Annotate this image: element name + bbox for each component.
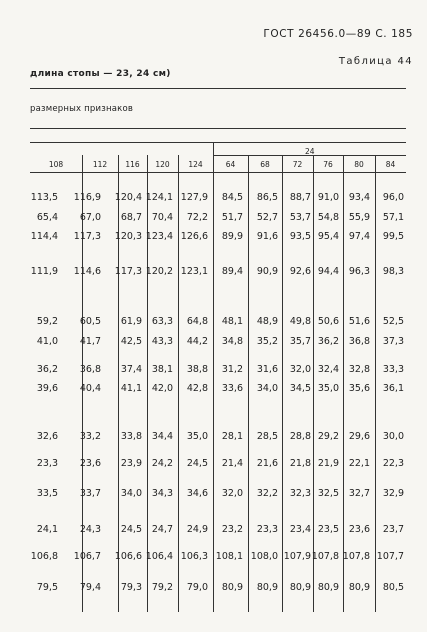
table-cell: 36,1 [382,383,404,394]
table-cell: 51,7 [221,212,243,223]
table-cell: 24,2 [151,458,173,469]
table-cell: 126,6 [180,231,208,242]
table-cell: 80,9 [317,582,339,593]
table-cell: 41,7 [79,336,101,347]
table-cell: 21,9 [317,458,339,469]
table-cell: 35,2 [256,336,278,347]
table-cell: 124,1 [145,192,173,203]
table-cell: 63,3 [151,316,173,327]
table-cell: 68,7 [120,212,142,223]
table-cell: 117,3 [73,231,101,242]
table-cell: 59,2 [36,316,58,327]
table-cell: 91,0 [317,192,339,203]
table-cell: 23,5 [317,524,339,535]
table-cell: 32,7 [348,488,370,499]
column-separator [375,155,376,612]
group-label: 24 [305,147,315,156]
table-cell: 22,3 [382,458,404,469]
table-cell: 44,2 [186,336,208,347]
column-header: 112 [92,160,108,169]
column-header: 68 [260,160,270,169]
table-cell: 34,4 [151,431,173,442]
table-cell: 42,0 [151,383,173,394]
table-cell: 31,2 [221,364,243,375]
table-cell: 107,7 [376,551,404,562]
table-cell: 33,8 [120,431,142,442]
table-cell: 107,9 [283,551,311,562]
table-cell: 36,8 [79,364,101,375]
column-header: 108 [48,160,64,169]
column-header: 116 [125,160,140,169]
table-cell: 113,5 [30,192,58,203]
table-cell: 80,5 [382,582,404,593]
rule-top [30,88,406,89]
table-cell: 127,9 [180,192,208,203]
table-cell: 60,5 [79,316,101,327]
table-cell: 23,2 [221,524,243,535]
column-header: 72 [292,160,303,169]
table-cell: 106,3 [180,551,208,562]
table-cell: 24,5 [186,458,208,469]
table-cell: 30,0 [382,431,404,442]
table-cell: 111,9 [30,266,58,277]
table-cell: 86,5 [256,192,278,203]
column-separator [282,155,283,612]
table-cell: 48,1 [221,316,243,327]
table-cell: 34,3 [151,488,173,499]
table-cell: 24,5 [120,524,142,535]
table-cell: 38,8 [186,364,208,375]
table-cell: 35,0 [186,431,208,442]
table-cell: 99,5 [382,231,404,242]
table-cell: 49,8 [289,316,311,327]
table-cell: 32,0 [289,364,311,375]
table-cell: 106,7 [73,551,101,562]
table-cell: 94,4 [317,266,339,277]
table-cell: 97,4 [348,231,370,242]
table-cell: 28,1 [221,431,243,442]
table-cell: 34,0 [120,488,142,499]
table-cell: 23,6 [348,524,370,535]
table-cell: 70,4 [151,212,173,223]
table-cell: 120,3 [114,231,142,242]
table-cell: 32,6 [36,431,58,442]
table-title: Таблица 44 [338,56,413,67]
section-label: размерных признаков [30,104,134,114]
table-cell: 92,6 [289,266,311,277]
column-separator [213,155,214,612]
table-subtitle: длина стопы — 23, 24 см) [30,69,171,79]
table-cell: 34,6 [186,488,208,499]
column-header: 84 [385,160,396,169]
column-header: 124 [188,160,203,169]
table-cell: 32,0 [221,488,243,499]
table-cell: 39,6 [36,383,58,394]
table-cell: 41,0 [36,336,58,347]
table-cell: 107,8 [342,551,370,562]
table-cell: 108,0 [250,551,278,562]
table-cell: 91,6 [256,231,278,242]
column-separator [178,155,179,612]
page-header: ГОСТ 26456.0—89 С. 185 [263,28,413,40]
table-cell: 80,9 [221,582,243,593]
table-cell: 57,1 [382,212,404,223]
table-cell: 21,6 [256,458,278,469]
rule-group-top [30,142,406,143]
group-separator [213,142,214,155]
table-cell: 93,5 [289,231,311,242]
column-header: 80 [354,160,364,169]
table-cell: 32,5 [317,488,339,499]
table-cell: 51,6 [348,316,370,327]
column-header: 64 [225,160,236,169]
table-cell: 93,4 [348,192,370,203]
table-cell: 32,4 [317,364,339,375]
table-cell: 108,1 [215,551,243,562]
table-cell: 23,7 [382,524,404,535]
table-cell: 23,9 [120,458,142,469]
table-cell: 34,5 [289,383,311,394]
table-cell: 35,0 [317,383,339,394]
table-cell: 106,4 [145,551,173,562]
table-cell: 24,1 [36,524,58,535]
table-cell: 106,6 [114,551,142,562]
table-cell: 116,9 [73,192,101,203]
table-cell: 120,2 [145,266,173,277]
table-cell: 43,3 [151,336,173,347]
table-cell: 52,7 [256,212,278,223]
table-cell: 53,7 [289,212,311,223]
table-cell: 117,3 [114,266,142,277]
table-cell: 32,8 [348,364,370,375]
table-cell: 120,4 [114,192,142,203]
table-cell: 23,4 [289,524,311,535]
table-cell: 79,3 [120,582,142,593]
column-separator [343,155,344,612]
table-cell: 29,2 [317,431,339,442]
table-cell: 33,6 [221,383,243,394]
table-cell: 32,3 [289,488,311,499]
table-cell: 90,9 [256,266,278,277]
table-cell: 21,8 [289,458,311,469]
table-cell: 33,5 [36,488,58,499]
table-cell: 38,1 [151,364,173,375]
table-cell: 65,4 [36,212,58,223]
table-cell: 123,1 [180,266,208,277]
table-cell: 52,5 [382,316,404,327]
table-cell: 114,6 [73,266,101,277]
table-cell: 79,5 [36,582,58,593]
column-separator [147,155,148,612]
table-cell: 123,4 [145,231,173,242]
table-cell: 61,9 [120,316,142,327]
column-separator [248,155,249,612]
table-cell: 28,5 [256,431,278,442]
rule-header-bottom [30,172,406,173]
table-cell: 33,7 [79,488,101,499]
table-cell: 28,8 [289,431,311,442]
table-cell: 89,9 [221,231,243,242]
table-cell: 36,2 [317,336,339,347]
column-separator [313,155,314,612]
table-cell: 95,4 [317,231,339,242]
table-cell: 32,9 [382,488,404,499]
column-header: 120 [155,160,170,169]
table-cell: 35,6 [348,383,370,394]
table-cell: 37,3 [382,336,404,347]
table-cell: 80,9 [289,582,311,593]
table-cell: 23,6 [79,458,101,469]
table-cell: 24,9 [186,524,208,535]
table-cell: 54,8 [317,212,339,223]
table-cell: 72,2 [186,212,208,223]
rule-under-label [30,128,406,129]
table-cell: 23,3 [36,458,58,469]
column-separator [118,155,119,612]
table-cell: 106,8 [30,551,58,562]
table-cell: 21,4 [221,458,243,469]
table-cell: 84,5 [221,192,243,203]
table-cell: 29,6 [348,431,370,442]
table-cell: 79,2 [151,582,173,593]
table-cell: 80,9 [348,582,370,593]
table-cell: 22,1 [348,458,370,469]
table-cell: 35,7 [289,336,311,347]
table-cell: 34,8 [221,336,243,347]
table-cell: 41,1 [120,383,142,394]
table-cell: 36,2 [36,364,58,375]
table-cell: 88,7 [289,192,311,203]
table-cell: 79,4 [79,582,101,593]
table-cell: 36,8 [348,336,370,347]
table-cell: 23,3 [256,524,278,535]
table-cell: 32,2 [256,488,278,499]
table-cell: 107,8 [311,551,339,562]
table-cell: 64,8 [186,316,208,327]
table-cell: 42,5 [120,336,142,347]
table-cell: 89,4 [221,266,243,277]
table-cell: 98,3 [382,266,404,277]
table-cell: 42,8 [186,383,208,394]
column-header: 76 [323,160,333,169]
table-cell: 24,3 [79,524,101,535]
table-cell: 96,3 [348,266,370,277]
table-cell: 48,9 [256,316,278,327]
table-cell: 79,0 [186,582,208,593]
table-cell: 114,4 [30,231,58,242]
table-cell: 33,3 [382,364,404,375]
table-cell: 31,6 [256,364,278,375]
table-cell: 55,9 [348,212,370,223]
table-cell: 96,0 [382,192,404,203]
table-cell: 37,4 [120,364,142,375]
table-cell: 50,6 [317,316,339,327]
table-cell: 33,2 [79,431,101,442]
table-cell: 67,0 [79,212,101,223]
table-cell: 34,0 [256,383,278,394]
table-cell: 40,4 [79,383,101,394]
table-cell: 24,7 [151,524,173,535]
table-cell: 80,9 [256,582,278,593]
